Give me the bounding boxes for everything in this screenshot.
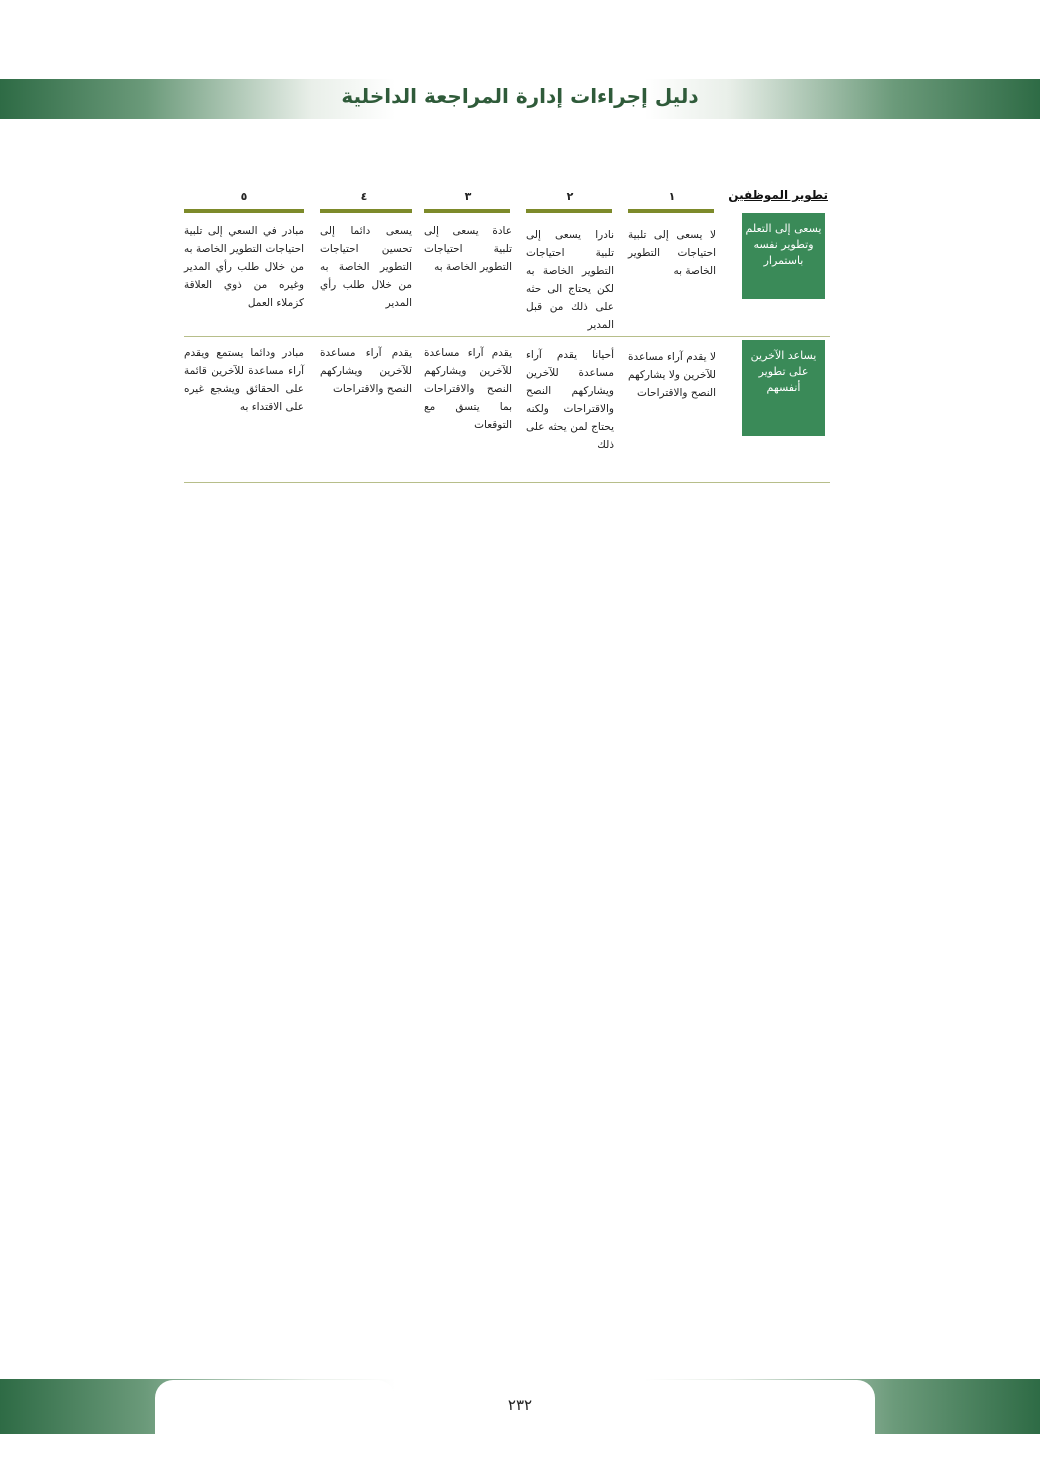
column-rule-4: [320, 209, 412, 213]
row1-cell-4: يسعى دائما إلى تحسين احتياجات التطوير الخاصة به من خلال طلب رأي المدير: [320, 225, 412, 309]
row1-cell-1: لا يسعى إلى تلبية احتياجات التطوير الخاصة به: [628, 229, 716, 277]
row2-cell-5: مبادر ودائما يستمع ويقدم آراء مساعدة للآخرين قائمة على الحقائق ويشجع غيره على الاقتداء به: [184, 347, 304, 413]
column-number-5: ٥: [240, 190, 248, 203]
column-number-1: ١: [668, 190, 676, 203]
row2-cell-3: يقدم آراء مساعدة للآخرين ويشاركهم النصح والاقتراحات بما يتسق مع التوقعات: [424, 347, 512, 431]
row1-cell-5: مبادر في السعي إلى تلبية احتياجات التطوير الخاصة به من خلال طلب رأي المدير وغيره من ذوي العلاقة كزملاء العمل: [184, 225, 304, 309]
row-separator: [184, 336, 830, 337]
column-rule-2: [526, 209, 612, 213]
row2-cell-4: يقدم آراء مساعدة للآخرين ويشاركهم النصح والاقتراحات: [320, 347, 412, 395]
column-number-4: ٤: [360, 190, 368, 203]
section-heading: تطوير الموظفين: [728, 188, 828, 202]
page-number: ٢٣٢: [507, 1396, 533, 1414]
column-rule-5: [184, 209, 304, 213]
row1-cell-2: نادرا يسعى إلى تلبية احتياجات التطوير الخاصة به لكن يحتاج الى حثه على ذلك من قبل المدير: [526, 229, 614, 331]
row-label-1: يسعى إلى التعلم وتطوير نفسه باستمرار: [742, 213, 825, 299]
column-rule-1: [628, 209, 714, 213]
column-number-3: ٣: [464, 190, 472, 203]
row-label-2: يساعد الآخرين على تطوير أنفسهم: [742, 340, 825, 436]
table-bottom-rule: [184, 482, 830, 483]
row1-cell-3: عادة يسعى إلى تلبية احتياجات التطوير الخاصة به: [424, 225, 512, 273]
row2-cell-1: لا يقدم آراء مساعدة للآخرين ولا يشاركهم النصح والاقتراحات: [628, 351, 716, 399]
row2-cell-2: أحيانا يقدم آراء مساعدة للآخرين ويشاركهم النصح والاقتراحات ولكنه يحتاج لمن يحثه على ذلك: [526, 349, 614, 451]
page-title: دليل إجراءات إدارة المراجعة الداخلية: [341, 84, 699, 108]
column-number-2: ٢: [566, 190, 574, 203]
column-rule-3: [424, 209, 510, 213]
